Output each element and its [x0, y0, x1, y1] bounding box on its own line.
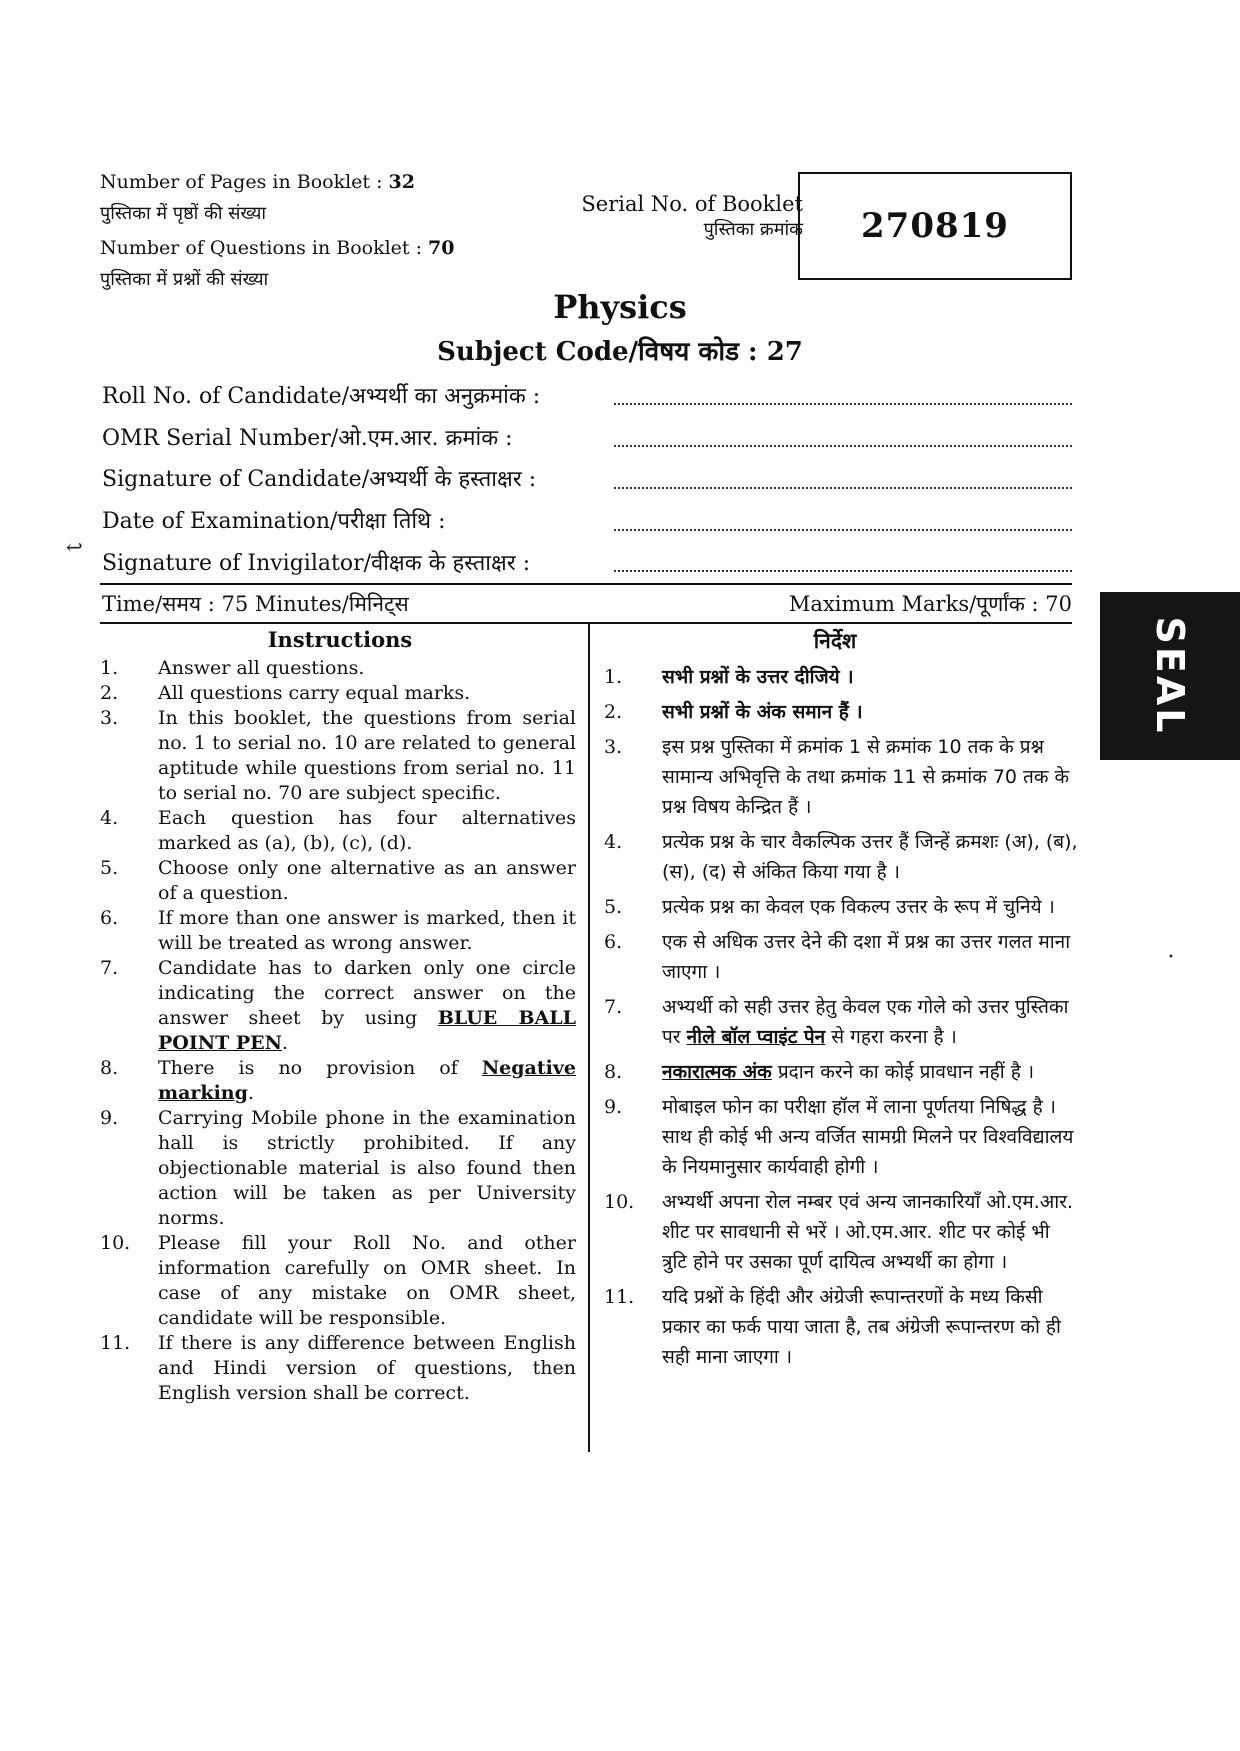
instruction-item: [100, 906, 576, 956]
instruction-item: [100, 681, 576, 706]
instruction-item: [100, 1331, 576, 1406]
hindi-instruction-number: 11.: [604, 1286, 635, 1308]
hindi-instruction-text: [662, 1057, 1034, 1087]
hindi-instruction-text: प्रत्येक प्रश्न का केवल एक विकल्प उत्तर के रूप में चुनिये ।: [662, 896, 1055, 918]
hindi-instruction-emphasis: नीले बॉल प्वाइंट पेन: [686, 1026, 826, 1048]
instruction-text-part: .: [247, 1082, 254, 1104]
instruction-number: 9.: [100, 1107, 119, 1129]
instruction-emphasis: Negative marking: [158, 1057, 576, 1104]
instruction-text-part: Candidate has to darken only one circle indicating the correct answer on the answer sheet by using: [158, 957, 576, 1029]
candidate-signature-label: Signature of Candidate/अभ्यर्थी के हस्ताक्षर :: [102, 467, 537, 492]
instruction-item: [100, 1106, 576, 1231]
page-title: Physics: [553, 288, 687, 326]
instruction-text: All questions carry equal marks.: [158, 682, 471, 704]
hindi-instruction-item: [604, 1282, 1078, 1372]
hindi-instruction-number: 3.: [604, 736, 623, 758]
hindi-instruction-number: 10.: [604, 1191, 635, 1213]
pages-label: Number of Pages in Booklet :: [100, 171, 389, 193]
hindi-instructions-heading: निर्देश: [813, 628, 857, 653]
questions-label: Number of Questions in Booklet :: [100, 237, 429, 259]
instruction-text: In this booklet, the questions from serial no. 1 to serial no. 10 are related to general aptitude while questions from serial no. 11 to serial no. 70 are subject specific.: [158, 707, 576, 804]
hindi-instruction-number: 1.: [604, 666, 623, 688]
instructions-list: [100, 656, 576, 1406]
roll-no-field[interactable]: [614, 403, 1072, 405]
divider-middle: [100, 622, 1072, 624]
hindi-instruction-item: [604, 1092, 1078, 1182]
hindi-instruction-number: 5.: [604, 896, 623, 918]
instruction-number: 11.: [100, 1332, 131, 1354]
hindi-instruction-text: [662, 992, 1078, 1052]
instruction-number: 1.: [100, 657, 119, 679]
hindi-instruction-item: [604, 732, 1078, 822]
instruction-item: [100, 706, 576, 806]
instruction-number: 5.: [100, 857, 119, 879]
questions-count-hindi: पुस्तिका में प्रश्नों की संख्या: [100, 269, 269, 290]
hindi-instruction-number: 8.: [604, 1061, 623, 1083]
hindi-instruction-text: एक से अधिक उत्तर देने की दशा में प्रश्न का उत्तर गलत माना जाएगा ।: [662, 931, 1071, 983]
instruction-text: Please fill your Roll No. and other information carefully on OMR sheet. In case of any mistake on OMR sheet, candidate will be responsible.: [158, 1232, 576, 1329]
omr-serial-field[interactable]: [614, 445, 1072, 447]
serial-label-hindi: पुस्तिका क्रमांक: [703, 219, 803, 240]
column-divider: [588, 622, 590, 1452]
instruction-item: [100, 856, 576, 906]
time-allowed: Time/समय : 75 Minutes/मिनिट्स: [102, 592, 409, 616]
hindi-instruction-item: [604, 1187, 1078, 1277]
hindi-instruction-item: [604, 662, 1078, 692]
hindi-instruction-number: 9.: [604, 1096, 623, 1118]
hindi-instruction-text: सभी प्रश्नों के अंक समान हैं ।: [662, 701, 863, 723]
instruction-item: [100, 1056, 576, 1106]
instruction-number: 10.: [100, 1232, 131, 1254]
pages-value: 32: [388, 171, 415, 193]
instruction-number: 3.: [100, 707, 119, 729]
scan-speck: •: [1168, 952, 1174, 963]
serial-label-block: [563, 192, 803, 242]
instruction-text: If more than one answer is marked, then it will be treated as wrong answer.: [158, 907, 576, 954]
questions-count: [100, 234, 455, 262]
invigilator-signature-label: Signature of Invigilator/वीक्षक के हस्ताक्षर :: [102, 551, 531, 576]
hindi-instruction-item: [604, 827, 1078, 887]
hindi-instruction-number: 6.: [604, 931, 623, 953]
instruction-text: Carrying Mobile phone in the examination hall is strictly prohibited. If any objectionable material is also found then action will be taken as per University norms.: [158, 1107, 576, 1229]
hindi-instruction-text-part: प्रदान करने का कोई प्रावधान नहीं है ।: [771, 1061, 1035, 1083]
divider-top: [100, 583, 1072, 585]
pages-count: [100, 168, 415, 196]
hindi-instruction-text: मोबाइल फोन का परीक्षा हॉल में लाना पूर्णतया निषिद्ध है । साथ ही कोई भी अन्य वर्जित सामग्री मिलने पर विश्वविद्यालय के नियमानुसार कार्यवाही होगी ।: [662, 1096, 1074, 1178]
hindi-instruction-item: [604, 992, 1078, 1052]
subject-code: Subject Code/विषय कोड : 27: [437, 337, 803, 367]
instruction-item: [100, 956, 576, 1056]
hindi-instruction-item: [604, 892, 1078, 922]
exam-date-field[interactable]: [614, 529, 1072, 531]
hindi-instruction-item: [604, 927, 1078, 987]
instruction-emphasis: BLUE BALL POINT PEN: [158, 1007, 576, 1054]
pen-mark-icon: ↩: [66, 535, 83, 559]
serial-number-box: [798, 172, 1072, 280]
seal-tab: [1100, 592, 1240, 760]
hindi-instruction-emphasis: नकारात्मक अंक: [662, 1061, 772, 1083]
instruction-number: 6.: [100, 907, 119, 929]
maximum-marks: Maximum Marks/पूर्णांक : 70: [788, 592, 1072, 616]
hindi-instruction-text-part: अभ्यर्थी को सही उत्तर हेतु केवल एक गोले को उत्तर पुस्तिका पर: [662, 996, 1069, 1048]
hindi-instruction-item: [604, 697, 1078, 727]
exam-date-label: Date of Examination/परीक्षा तिथि :: [102, 509, 446, 534]
hindi-instruction-text: इस प्रश्न पुस्तिका में क्रमांक 1 से क्रमांक 10 तक के प्रश्न सामान्य अभिवृत्ति के तथा क्रमांक 11 से क्रमांक 70 तक के प्रश्न विषय केन्द्रित हैं ।: [662, 736, 1070, 818]
instruction-number: 8.: [100, 1057, 119, 1079]
invigilator-signature-field[interactable]: [614, 570, 1072, 572]
instruction-item: [100, 806, 576, 856]
pages-count-hindi: पुस्तिका में पृष्ठों की संख्या: [100, 203, 267, 224]
hindi-instruction-number: 7.: [604, 996, 623, 1018]
roll-no-label: Roll No. of Candidate/अभ्यर्थी का अनुक्रमांक :: [102, 384, 541, 409]
instructions-heading: Instructions: [267, 627, 413, 652]
seal-label: SEAL: [1148, 616, 1192, 736]
instruction-text-part: .: [281, 1032, 289, 1054]
hindi-instruction-text: सभी प्रश्नों के उत्तर दीजिये ।: [662, 666, 854, 688]
instruction-text-part: There is no provision of: [158, 1057, 482, 1079]
instruction-item: [100, 656, 576, 681]
instruction-number: 2.: [100, 682, 119, 704]
instruction-text: If there is any difference between English and Hindi version of questions, then English version shall be correct.: [158, 1332, 576, 1404]
instruction-text: [158, 956, 576, 1056]
hindi-instruction-text: प्रत्येक प्रश्न के चार वैकल्पिक उत्तर हैं जिन्हें क्रमशः (अ), (ब), (स), (द) से अंकित किया गया है ।: [662, 831, 1078, 883]
hindi-instruction-item: [604, 1057, 1078, 1087]
hindi-instruction-text-part: से गहरा करना है ।: [825, 1026, 957, 1048]
hindi-instruction-text: यदि प्रश्नों के हिंदी और अंग्रेजी रूपान्तरणों के मध्य किसी प्रकार का फर्क पाया जाता है, तब अंग्रेजी रूपान्तरण को ही सही माना जाएगा ।: [662, 1286, 1061, 1368]
hindi-instruction-number: 2.: [604, 701, 623, 723]
instruction-number: 4.: [100, 807, 119, 829]
instruction-number: 7.: [100, 957, 119, 979]
serial-label: Serial No. of Booklet: [581, 192, 803, 216]
instruction-text: Choose only one alternative as an answer of a question.: [158, 857, 576, 904]
hindi-instruction-text: अभ्यर्थी अपना रोल नम्बर एवं अन्य जानकारियाँ ओ.एम.आर. शीट पर सावधानी से भरें । ओ.एम.आर. शीट पर कोई भी त्रुटि होने पर उसका पूर्ण दायित्व अभ्यर्थी का होगा ।: [662, 1191, 1074, 1273]
serial-number: 270819: [861, 206, 1009, 246]
omr-serial-label: OMR Serial Number/ओ.एम.आर. क्रमांक :: [102, 426, 513, 451]
candidate-signature-field[interactable]: [614, 487, 1072, 489]
instruction-text: Each question has four alternatives marked as (a), (b), (c), (d).: [158, 807, 576, 854]
questions-value: 70: [428, 237, 455, 259]
hindi-instruction-number: 4.: [604, 831, 623, 853]
instruction-item: [100, 1231, 576, 1331]
hindi-instructions-list: [604, 662, 1078, 1377]
instruction-text: [158, 1056, 576, 1106]
instruction-text: Answer all questions.: [158, 657, 365, 679]
